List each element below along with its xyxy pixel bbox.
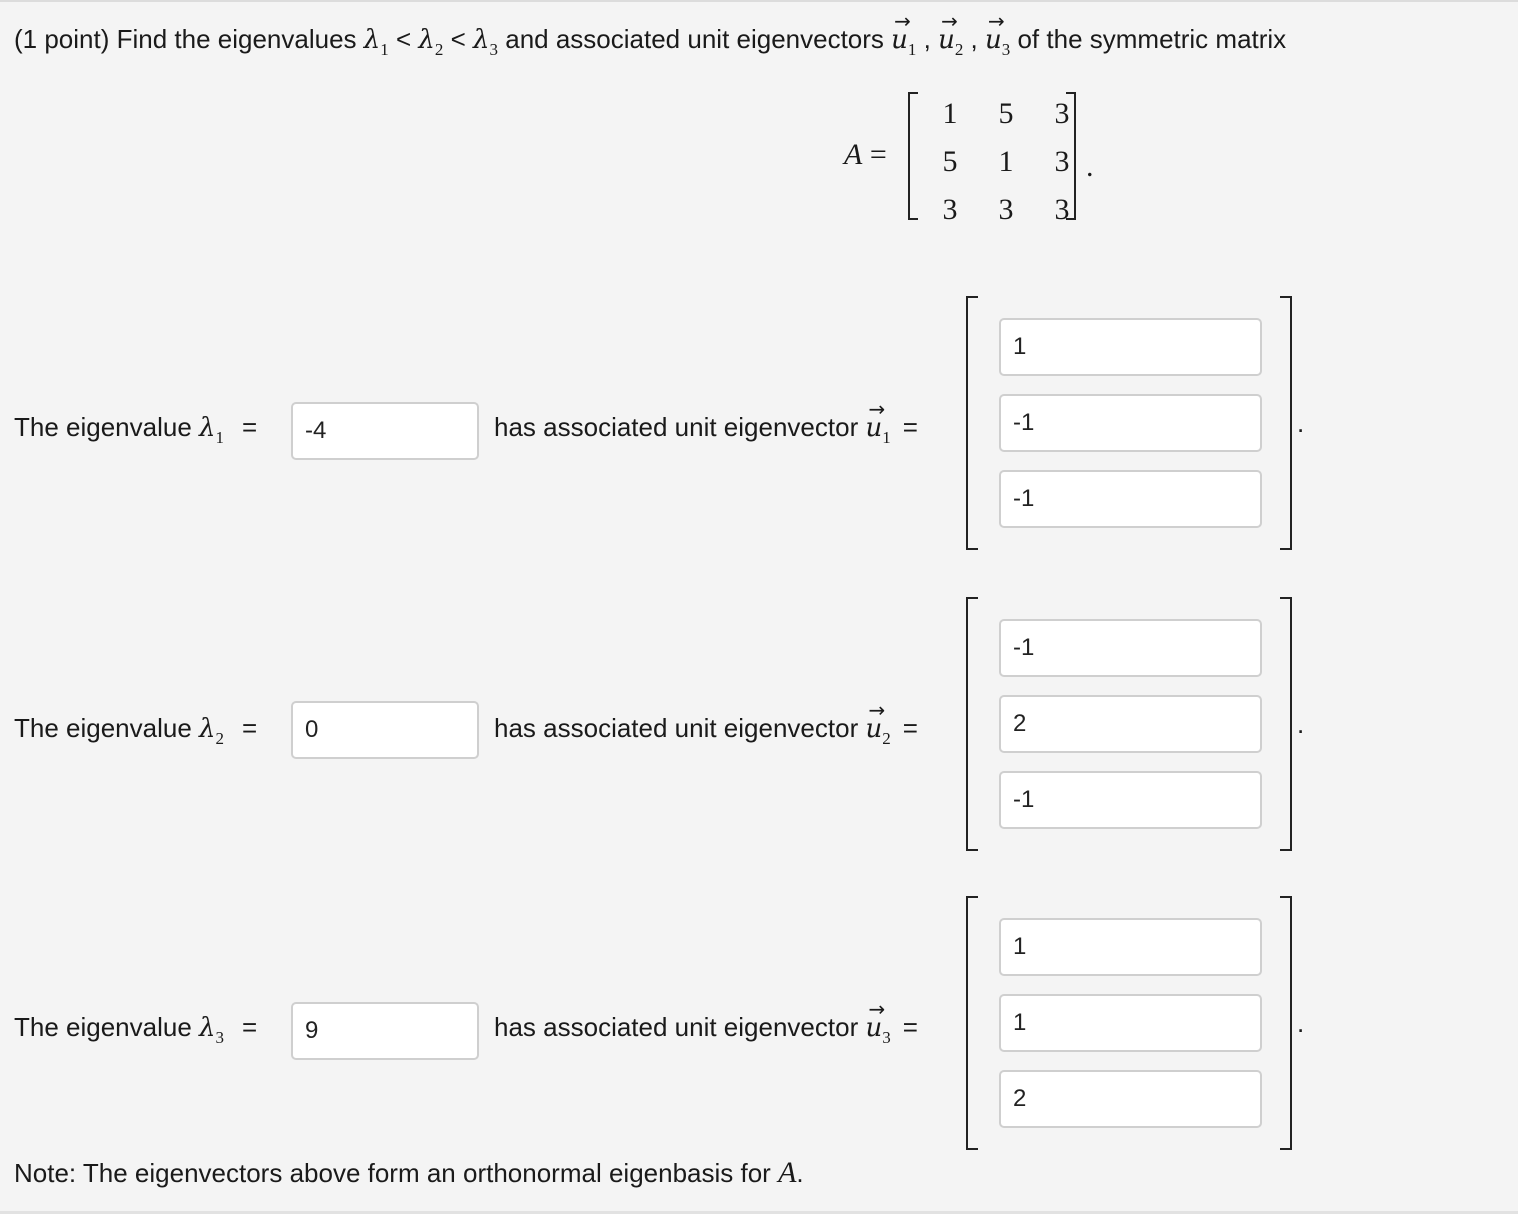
matrix-label: A = <box>844 138 887 171</box>
u1-symbol: → $u_1$ <box>891 9 917 59</box>
matrix-cell: 1 <box>998 145 1014 178</box>
u3-component-3-input[interactable] <box>999 1070 1262 1128</box>
lambda-2-symbol: $\lambda_2$ <box>418 25 444 59</box>
u1-component-2-input[interactable] <box>999 394 1262 452</box>
matrix-cell: 3 <box>1054 97 1070 130</box>
problem-suffix: of the symmetric matrix <box>1010 24 1287 54</box>
matrix-cell: 1 <box>942 97 958 130</box>
eigenvalue-3-input[interactable] <box>291 1002 479 1060</box>
less-than: < <box>443 24 474 54</box>
matrix-cell: 3 <box>942 193 958 226</box>
problem-middle: and associated unit eigenvectors <box>498 24 892 54</box>
matrix-cell: 3 <box>1054 145 1070 178</box>
vector-left-bracket-2 <box>966 597 978 851</box>
vector-left-bracket-1 <box>966 296 978 550</box>
vector-period-2: . <box>1297 709 1305 739</box>
vector-period-1: . <box>1297 408 1305 438</box>
matrix-entries <box>922 90 1090 234</box>
assoc-label-2: has associated unit eigenvector → $u_2$ = <box>494 698 918 748</box>
vector-right-bracket-3 <box>1280 896 1292 1150</box>
comma: , <box>963 24 985 54</box>
matrix-cell: 3 <box>1054 193 1070 226</box>
problem-statement <box>14 9 1287 59</box>
vector-right-bracket-2 <box>1280 597 1292 851</box>
u1-component-3-input[interactable] <box>999 470 1262 528</box>
matrix-cell: 5 <box>998 97 1014 130</box>
problem-prefix: (1 point) Find the eigenvalues <box>14 24 364 54</box>
vector-left-bracket-3 <box>966 896 978 1150</box>
lambda-3-symbol: $\lambda_3$ <box>473 25 499 59</box>
eigen-row-2 <box>0 597 1518 857</box>
comma: , <box>916 24 939 54</box>
top-divider <box>0 0 1518 2</box>
u3-symbol: → $u_3$ <box>985 9 1011 59</box>
matrix-cell: 5 <box>942 145 958 178</box>
less-than: < <box>388 24 419 54</box>
assoc-label-3: has associated unit eigenvector → $u_3$ = <box>494 997 918 1047</box>
matrix-cell: 3 <box>998 193 1014 226</box>
eigen-row-1 <box>0 296 1518 556</box>
assoc-label-1: has associated unit eigenvector → $u_1$ = <box>494 397 918 447</box>
eigenvalue-label-1: The eigenvalue $\lambda_1$ = <box>14 412 258 447</box>
matrix-period: . <box>1086 150 1094 183</box>
eigenvalue-2-input[interactable] <box>291 701 479 759</box>
lambda-1-symbol: $\lambda_1$ <box>363 25 389 59</box>
u2-component-3-input[interactable] <box>999 771 1262 829</box>
u1-component-1-input[interactable] <box>999 318 1262 376</box>
eigen-row-3 <box>0 896 1518 1156</box>
vector-right-bracket-1 <box>1280 296 1292 550</box>
eigenvalue-label-2: The eigenvalue $\lambda_2$ = <box>14 713 258 748</box>
u2-symbol: → $u_2$ <box>938 9 964 59</box>
matrix-left-bracket <box>908 92 918 220</box>
u2-component-1-input[interactable] <box>999 619 1262 677</box>
eigenvalue-label-3: The eigenvalue $\lambda_3$ = <box>14 1012 258 1047</box>
u3-component-1-input[interactable] <box>999 918 1262 976</box>
u3-component-2-input[interactable] <box>999 994 1262 1052</box>
u2-component-2-input[interactable] <box>999 695 1262 753</box>
note-text: Note: The eigenvectors above form an orthonormal eigenbasis for A. <box>14 1156 804 1189</box>
matrix-right-bracket <box>1066 92 1076 220</box>
eigenvalue-1-input[interactable] <box>291 402 479 460</box>
vector-period-3: . <box>1297 1008 1305 1038</box>
